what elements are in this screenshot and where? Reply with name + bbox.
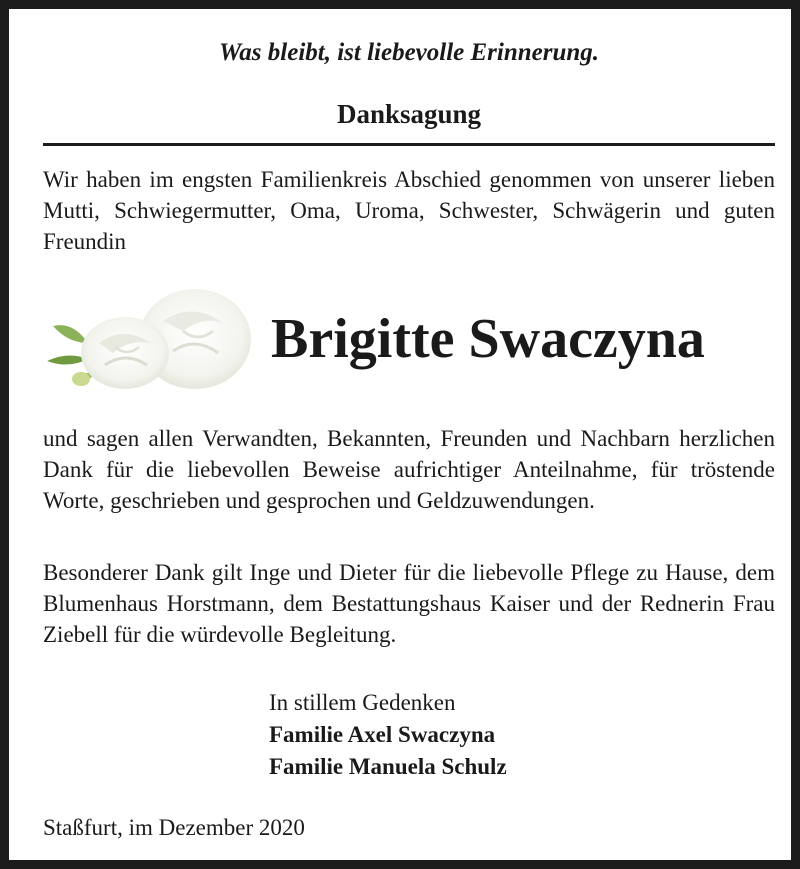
- thanks-paragraph: und sagen allen Verwandten, Bekannten, Freunden und Nachbarn herzlichen Dank für die liebevollen Beweise aufrichtiger Anteilnahme, für tröstende Worte, geschrieben und gesprochen und Geldzuwendungen.: [43, 426, 775, 513]
- intro-paragraph: Wir haben im engsten Familienkreis Abschied genommen von unserer lieben Mutti, Schwiegermutter, Oma, Uroma, Schwester, Schwägerin und guten Freundin: [43, 167, 775, 254]
- motto: Was bleibt, ist liebevolle Erinnerung.: [218, 39, 600, 66]
- closing-phrase: In stillem Gedenken: [269, 690, 456, 715]
- place-date: Staßfurt, im Dezember 2020: [43, 815, 305, 840]
- notice-heading: Danksagung: [336, 99, 482, 129]
- special-thanks-paragraph: Besonderer Dank gilt Inge und Dieter für die liebevolle Pflege zu Hause, dem Blumenhaus Horstmann, dem Bestattungshaus Kaiser und der Rednerin Frau Ziebell für die würdevolle Begleitung.: [43, 560, 775, 647]
- white-roses-icon: [43, 281, 258, 396]
- signatory-family-1: Familie Axel Swaczyna: [269, 722, 496, 747]
- signature-block: [269, 687, 507, 783]
- deceased-name: Brigitte Swaczyna: [271, 308, 705, 370]
- divider-rule: [43, 143, 775, 146]
- signatory-family-2: Familie Manuela Schulz: [269, 754, 507, 779]
